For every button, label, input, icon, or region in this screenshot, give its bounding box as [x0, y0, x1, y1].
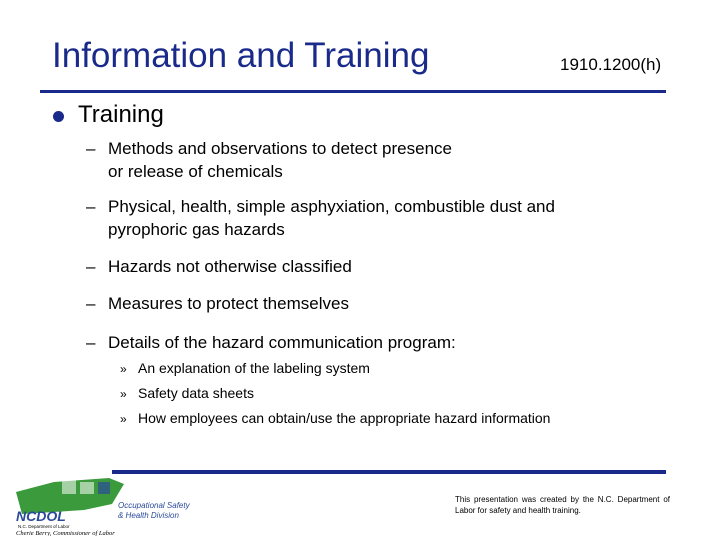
slide-title: Information and Training: [52, 36, 430, 75]
subbullet-line: Details of the hazard communication program:: [108, 333, 456, 352]
level3-text: Safety data sheets: [138, 385, 254, 401]
logo-brand: NCDOL: [16, 508, 66, 524]
chevron-right-icon: »: [120, 387, 127, 401]
worker-icon: [98, 482, 110, 494]
bullet-dot-icon: [53, 111, 64, 122]
subbullet-hnoc: [86, 255, 352, 278]
level3-obtain: [120, 410, 550, 426]
worker-icon: [80, 482, 94, 494]
subbullet-hazards: [86, 195, 555, 241]
subbullet-line: Methods and observations to detect presence: [108, 139, 452, 158]
subbullet-measures: [86, 292, 349, 315]
level3-labeling: [120, 360, 370, 376]
ncdol-logo: [14, 474, 214, 536]
dash-icon: –: [86, 257, 96, 276]
logo-dept: N.C. Department of Labor: [18, 524, 70, 529]
level3-text: An explanation of the labeling system: [138, 360, 370, 376]
subbullet-line: or release of chemicals: [108, 162, 283, 181]
subbullet-line: Physical, health, simple asphyxiation, combustible dust and: [108, 197, 555, 216]
subbullet-line: Hazards not otherwise classified: [108, 257, 352, 276]
subbullet-methods: [86, 137, 452, 183]
worker-icon: [62, 480, 76, 494]
logo-division-line2: & Health Division: [118, 511, 179, 520]
subbullet-line: Measures to protect themselves: [108, 294, 349, 313]
dash-icon: –: [86, 333, 96, 352]
level3-text: How employees can obtain/use the appropriate hazard information: [138, 410, 551, 426]
regulation-code: 1910.1200(h): [560, 55, 662, 74]
logo-commissioner: Cherie Berry, Commissioner of Labor: [16, 530, 115, 536]
title-divider: [40, 90, 666, 93]
bullet-training: Training: [78, 101, 164, 128]
dash-icon: –: [86, 139, 96, 158]
subbullet-line: pyrophoric gas hazards: [108, 220, 285, 239]
footer-credit: This presentation was created by the N.C. Department of Labor for safety and health training.: [455, 495, 670, 515]
chevron-right-icon: »: [120, 412, 127, 426]
chevron-right-icon: »: [120, 362, 127, 376]
subbullet-program: [86, 331, 456, 354]
logo-division-line1: Occupational Safety: [118, 501, 190, 510]
dash-icon: –: [86, 197, 96, 216]
dash-icon: –: [86, 294, 96, 313]
level3-sds: [120, 385, 254, 401]
